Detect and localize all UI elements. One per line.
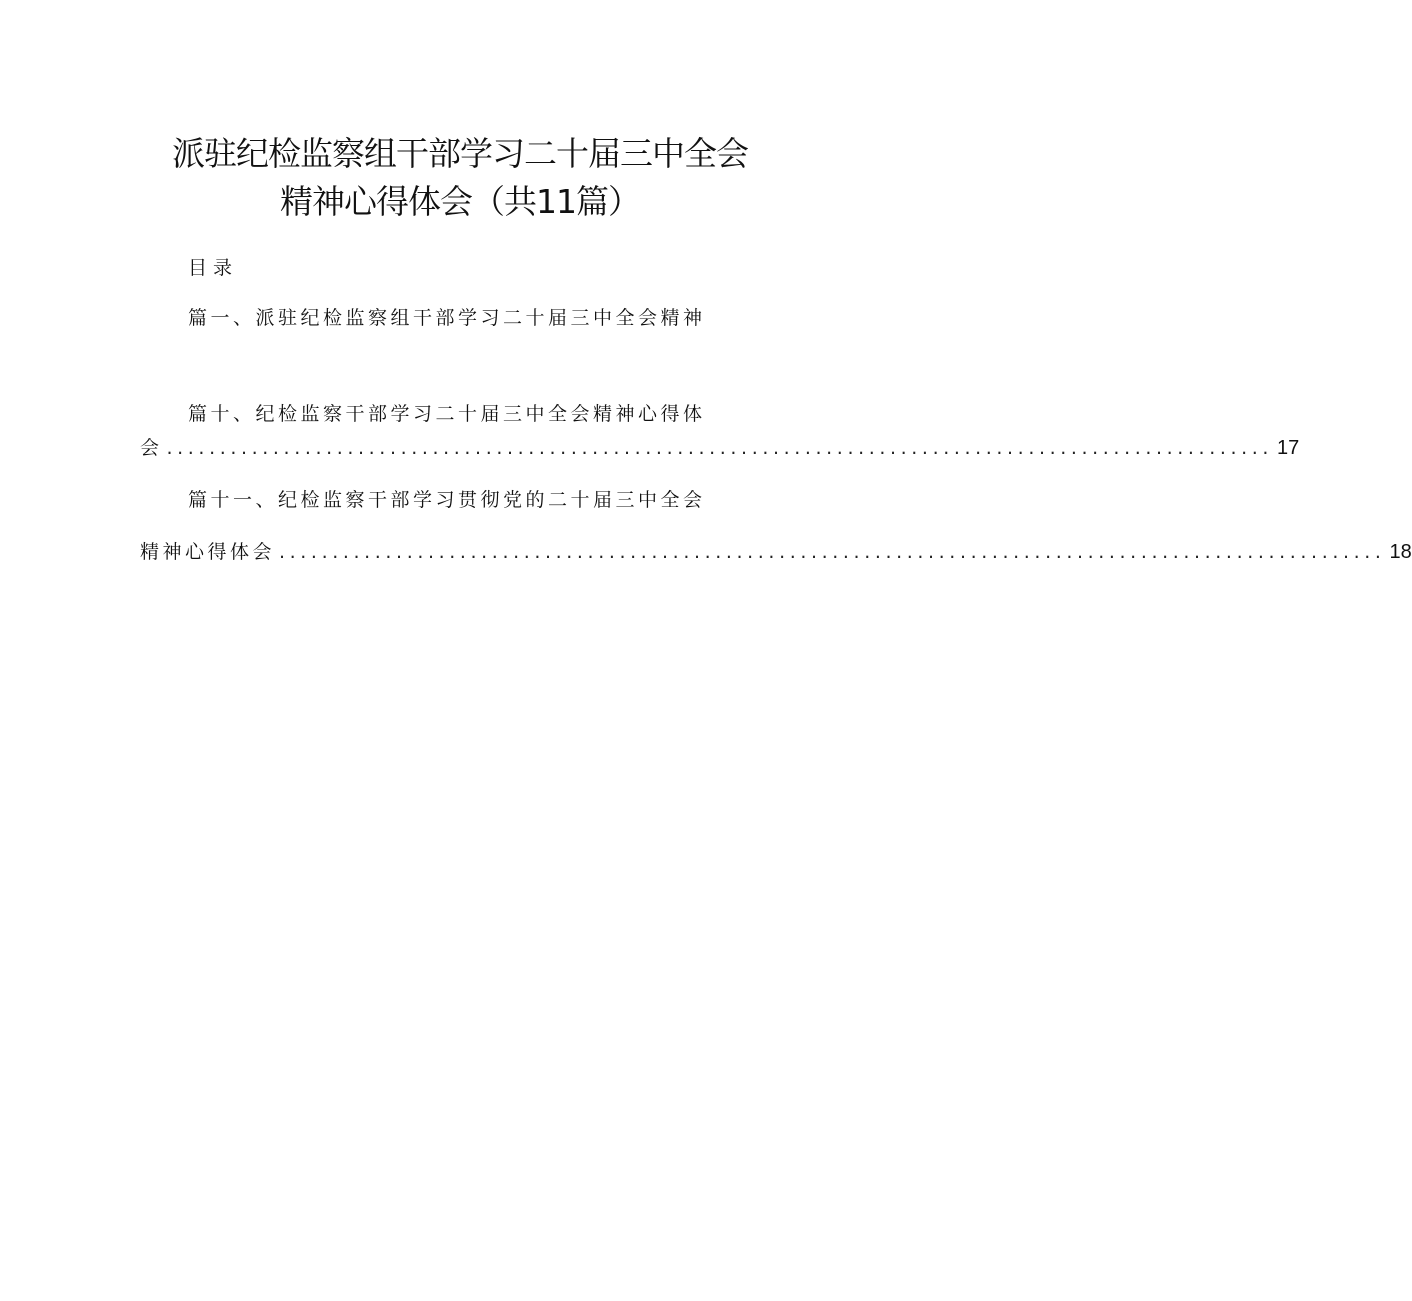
toc-entry-3-leader-dots: ........................................................................................................	[279, 541, 1386, 563]
toc-entry-2-line-2[interactable]	[140, 434, 1300, 462]
toc-entry-2-line-1[interactable]: 篇十、纪检监察干部学习二十届三中全会精神心得体	[188, 403, 706, 425]
toc-entry-1-line-1[interactable]: 篇一、派驻纪检监察组干部学习二十届三中全会精神	[188, 307, 706, 329]
toc-entry-3-line-2[interactable]	[140, 538, 1412, 566]
toc-entry-2-page-number: 17	[1277, 437, 1300, 459]
toc-heading: 目录	[188, 257, 239, 279]
document-title-line-1: 派驻纪检监察组干部学习二十届三中全会	[172, 134, 748, 173]
document-title-line-2: 精神心得体会（共11篇）	[280, 182, 640, 221]
toc-entry-3-line-1[interactable]: 篇十一、纪检监察干部学习贯彻党的二十届三中全会	[188, 489, 706, 511]
toc-entry-3-text: 精神心得体会	[140, 541, 276, 563]
toc-entry-3-page-number: 18	[1389, 541, 1412, 563]
toc-entry-2-text: 会	[140, 437, 163, 459]
toc-entry-2-leader-dots: ........................................................................................................	[166, 437, 1274, 459]
